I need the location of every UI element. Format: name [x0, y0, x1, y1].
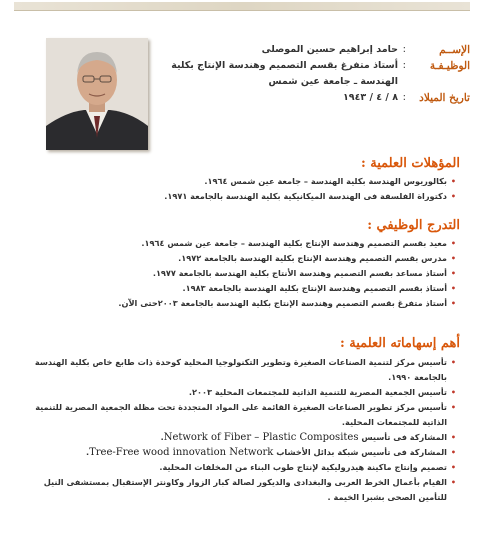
- career-item-text: أستاذ بقسم التصميم وهندسة الإنتاج بكلية الهندسة بالجامعة ١٩٨٣.: [182, 283, 447, 293]
- qualifications-heading: المؤهلات العلمية :: [360, 156, 460, 171]
- portrait-photo: [46, 38, 148, 150]
- contributions-heading: أهم إسهاماته العلمية :: [339, 336, 460, 351]
- bullet-icon: •: [450, 463, 456, 472]
- bullet-icon: •: [450, 254, 456, 263]
- dob-label: تاريخ الميلاد: [419, 92, 470, 104]
- bullet-icon: •: [450, 299, 456, 308]
- contribution-item: • المشاركة فى تأسيس Network of Fiber – Plastic Composites.: [160, 432, 456, 443]
- career-item: [32, 236, 456, 251]
- career-item: [32, 281, 456, 296]
- bullet-icon: •: [450, 284, 456, 293]
- contribution-item-text: تأسيس مركز تطوير الصناعات الصغيرة القائمة على المواد المتجددة تحت مظلة الجمعية المصرية للتنمية الذاتية للمجتمعات المحلية.: [35, 402, 447, 427]
- contribution-item-latin-text: Network of Fiber – Plastic Composites: [163, 432, 359, 443]
- bullet-icon: •: [450, 478, 456, 487]
- bullet-icon: •: [450, 358, 456, 367]
- personal-info: [170, 42, 470, 106]
- contribution-item-text: تصميم وإنتاج ماكينة هيدروليكية لإنتاج طوب البناء من المخلفات المحلية.: [159, 462, 447, 472]
- contribution-item-text: المشاركة فى تأسيس شبكة بدائل الأخشاب: [273, 447, 447, 457]
- contribution-item-text: القيام بأعمال الخرط العربى والبغدادى والديكور لصالة كبار الزوار وكاونتر الإستقبال بمستشفى النيل للتأمين الصحى بشبرا الخيمة .: [43, 477, 447, 502]
- contributions-list: [32, 355, 456, 505]
- career-item: [32, 266, 456, 281]
- bullet-icon: •: [450, 403, 456, 412]
- contribution-item-text: تأسيس مركز لتنمية الصناعات الصغيرة وتطوير التكنولوجيا المحلية كوحدة ذات طابع خاص بكلية الهندسة بالجامعة ١٩٩٠.: [34, 357, 447, 382]
- qualification-item-text: بكالوريوس الهندسة بكلية الهندسة – جامعة عين شمس ١٩٦٤.: [204, 176, 447, 186]
- bullet-icon: •: [450, 433, 456, 442]
- qualification-item: [32, 174, 456, 189]
- bullet-icon: •: [450, 177, 456, 186]
- career-heading: التدرج الوظيفي :: [367, 218, 460, 233]
- name-row: الإســم : حامد إبراهيم حسين الموصلى: [261, 44, 470, 56]
- career-item: [32, 251, 456, 266]
- contribution-item-text: المشاركة فى تأسيس: [358, 432, 447, 442]
- bullet-icon: •: [450, 448, 456, 457]
- contribution-item-latin-text: Tree-Free wood innovation Network: [89, 447, 274, 458]
- career-item-text: أستاذ مساعد بقسم التصميم وهندسة الأنتاج بكلية الهندسة بالجامعة ١٩٧٧.: [152, 268, 447, 278]
- contribution-item: [32, 355, 456, 385]
- bullet-icon: •: [450, 269, 456, 278]
- job-value: [171, 58, 398, 90]
- dob-value: ٨ / ٤ / ١٩٤٣: [342, 92, 398, 103]
- qualification-item-text: دكتوراة الفلسفة فى الهندسة الميكانيكية بكلية الهندسة بالجامعة ١٩٧١.: [164, 191, 447, 201]
- bullet-icon: •: [450, 192, 456, 201]
- name-label: الإســم: [439, 44, 470, 56]
- contribution-item: [32, 385, 456, 400]
- contribution-item-text: تأسيس الجمعية المصرية للتنمية الذاتية للمجتمعات المحلية ٢٠٠٣.: [188, 387, 447, 397]
- career-item-text: معيد بقسم التصميم وهندسة الإنتاج بكلية الهندسة – جامعة عين شمس ١٩٦٤.: [141, 238, 447, 248]
- career-item: [32, 296, 456, 311]
- bullet-icon: •: [450, 388, 456, 397]
- contribution-item: • المشاركة فى تأسيس شبكة بدائل الأخشاب Tree-Free wood innovation Network.: [85, 447, 456, 458]
- qualifications-list: [32, 174, 456, 204]
- bullet-icon: •: [450, 239, 456, 248]
- job-value-line2: الهندسة ـ جامعة عين شمس: [268, 76, 398, 87]
- job-value-line1: أستاذ متفرغ بقسم التصميم وهندسة الإنتاج بكلية: [171, 60, 398, 71]
- contribution-item: [32, 475, 456, 505]
- career-item-text: أستاذ متفرغ بقسم التصميم وهندسة الإنتاج بكلية الهندسة بالجامعة ٢٠٠٣حتى الآن.: [118, 298, 447, 308]
- qualification-item: [32, 189, 456, 204]
- name-value: حامد إبراهيم حسين الموصلى: [261, 44, 398, 55]
- career-list: [32, 236, 456, 311]
- contribution-item: [32, 400, 456, 430]
- contribution-item: [32, 460, 456, 475]
- dob-row: تاريخ الميلاد : ٨ / ٤ / ١٩٤٣: [342, 92, 470, 104]
- job-label: الوظيـفـة: [429, 60, 470, 72]
- job-row: الوظيـفـة : أستاذ متفرغ بقسم التصميم وهندسة الإنتاج بكلية الهندسة ـ جامعة عين شمس: [170, 58, 470, 90]
- top-decorative-bar: [14, 2, 470, 11]
- career-item-text: مدرس بقسم التصميم وهندسة الإنتاج بكلية الهندسة بالجامعة ١٩٧٢.: [178, 253, 447, 263]
